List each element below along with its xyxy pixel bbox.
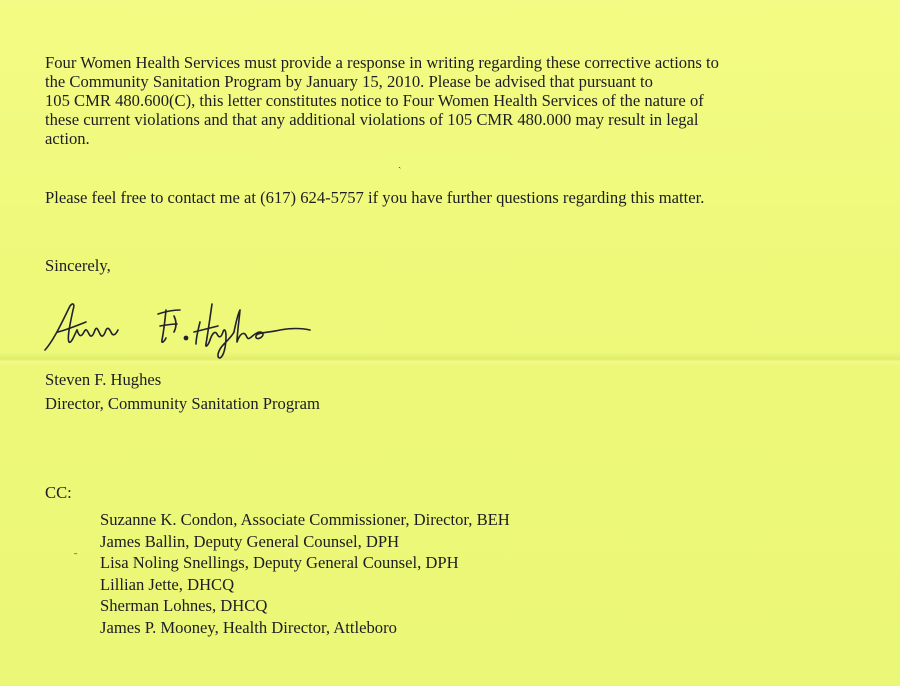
paragraph-line: these current violations and that any additional violations of 105 CMR 480.000 may result in legal xyxy=(45,110,699,129)
cc-recipient: Lillian Jette, DHCQ xyxy=(100,574,235,594)
paragraph-line: action. xyxy=(45,129,90,148)
paragraph-line: the Community Sanitation Program by January 15, 2010. Please be advised that pursuant to xyxy=(45,72,653,91)
cc-recipient: James P. Mooney, Health Director, Attleboro xyxy=(100,617,397,637)
closing: Sincerely, xyxy=(45,256,111,275)
cc-recipient: Lisa Noling Snellings, Deputy General Counsel, DPH xyxy=(100,553,459,573)
cc-recipient: Suzanne K. Condon, Associate Commissioner, Director, BEH xyxy=(100,510,510,529)
paragraph-line: Four Women Health Services must provide a response in writing regarding these corrective actions to xyxy=(45,53,719,72)
signer-name: Steven F. Hughes xyxy=(45,370,162,389)
cc-recipient-list xyxy=(100,509,510,639)
cc-recipient: Sherman Lohnes, DHCQ xyxy=(100,596,268,616)
corrective-action-paragraph xyxy=(45,53,865,148)
ink-speck: ˉ xyxy=(74,552,78,563)
signer-title: Director, Community Sanitation Program xyxy=(45,394,320,413)
paragraph-line: 105 CMR 480.600(C), this letter constitutes notice to Four Women Health Services of the nature of xyxy=(45,91,704,110)
cc-recipient: James Ballin, Deputy General Counsel, DPH xyxy=(100,531,400,551)
cc-label: CC: xyxy=(45,483,72,502)
handwritten-signature xyxy=(40,292,320,362)
ink-speck: ˏ xyxy=(398,158,402,169)
contact-paragraph: Please feel free to contact me at (617) 624-5757 if you have further questions regarding this matter. xyxy=(45,188,705,207)
